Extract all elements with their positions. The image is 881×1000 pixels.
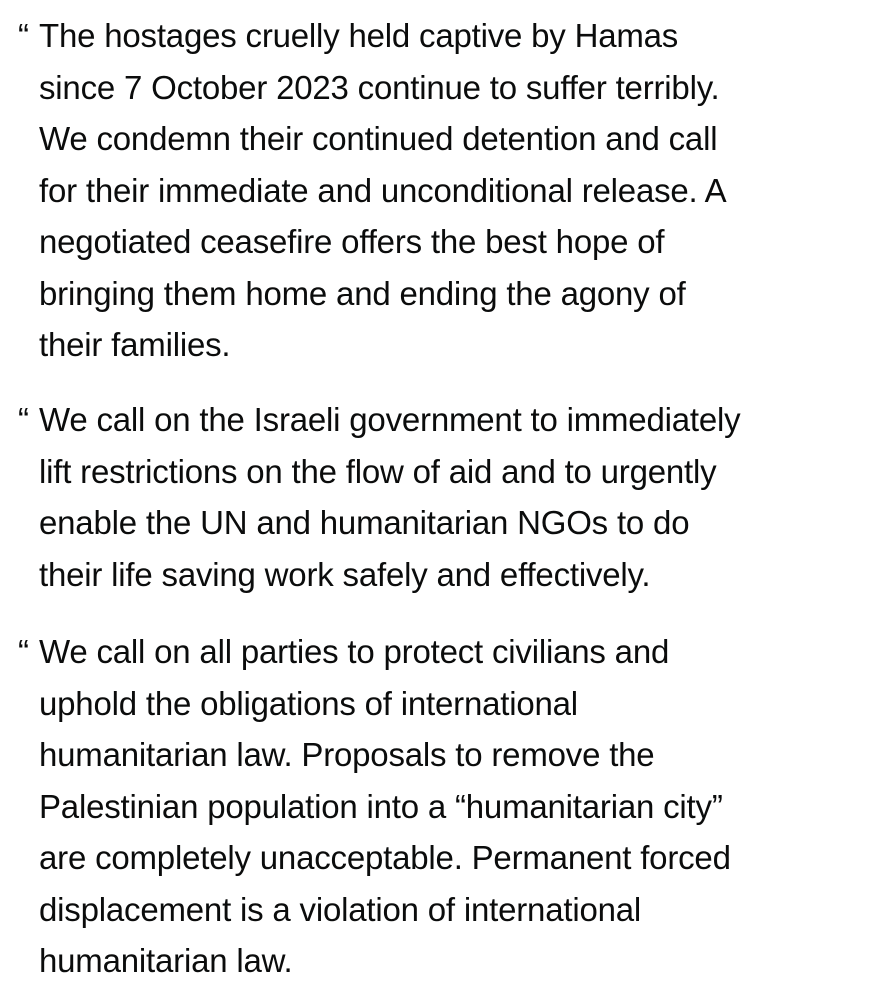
quote-paragraph-hostages xyxy=(0,10,726,371)
paragraph-line: uphold the obligations of international xyxy=(39,684,578,722)
paragraph-line: humanitarian law. Proposals to remove the xyxy=(39,736,655,773)
paragraph-line: We call on all parties to protect civilians and xyxy=(39,633,670,670)
paragraph-line: are completely unacceptable. Permanent forced xyxy=(39,839,731,876)
paragraph-line: their families. xyxy=(39,326,231,363)
paragraph-line: their life saving work safely and effectively. xyxy=(39,555,651,593)
opening-quote-mark: “ xyxy=(18,401,29,438)
paragraph-line: displacement is a violation of international xyxy=(39,890,642,928)
paragraph-line: We call on the Israeli government to immediately xyxy=(39,401,741,438)
paragraph-line: since 7 October 2023 continue to suffer terribly. xyxy=(39,68,720,106)
paragraph-line: Palestinian population into a “humanitarian city” xyxy=(39,787,723,825)
paragraph-line: We condemn their continued detention and call xyxy=(39,120,718,157)
paragraph-line: The hostages cruelly held captive by Hamas xyxy=(39,17,679,54)
quote-paragraph-aid xyxy=(0,394,740,600)
paragraph-line: humanitarian law. xyxy=(39,942,293,979)
quote-paragraph-civilians xyxy=(0,626,731,987)
paragraph-line: for their immediate and unconditional release. A xyxy=(39,171,727,209)
paragraph-line: enable the UN and humanitarian NGOs to do xyxy=(39,504,690,541)
paragraph-line: lift restrictions on the flow of aid and to urgently xyxy=(39,452,717,490)
paragraph-line: bringing them home and ending the agony of xyxy=(39,274,686,312)
opening-quote-mark: “ xyxy=(18,633,29,670)
paragraph-line: negotiated ceasefire offers the best hope of xyxy=(39,223,665,260)
opening-quote-mark: “ xyxy=(18,17,29,54)
